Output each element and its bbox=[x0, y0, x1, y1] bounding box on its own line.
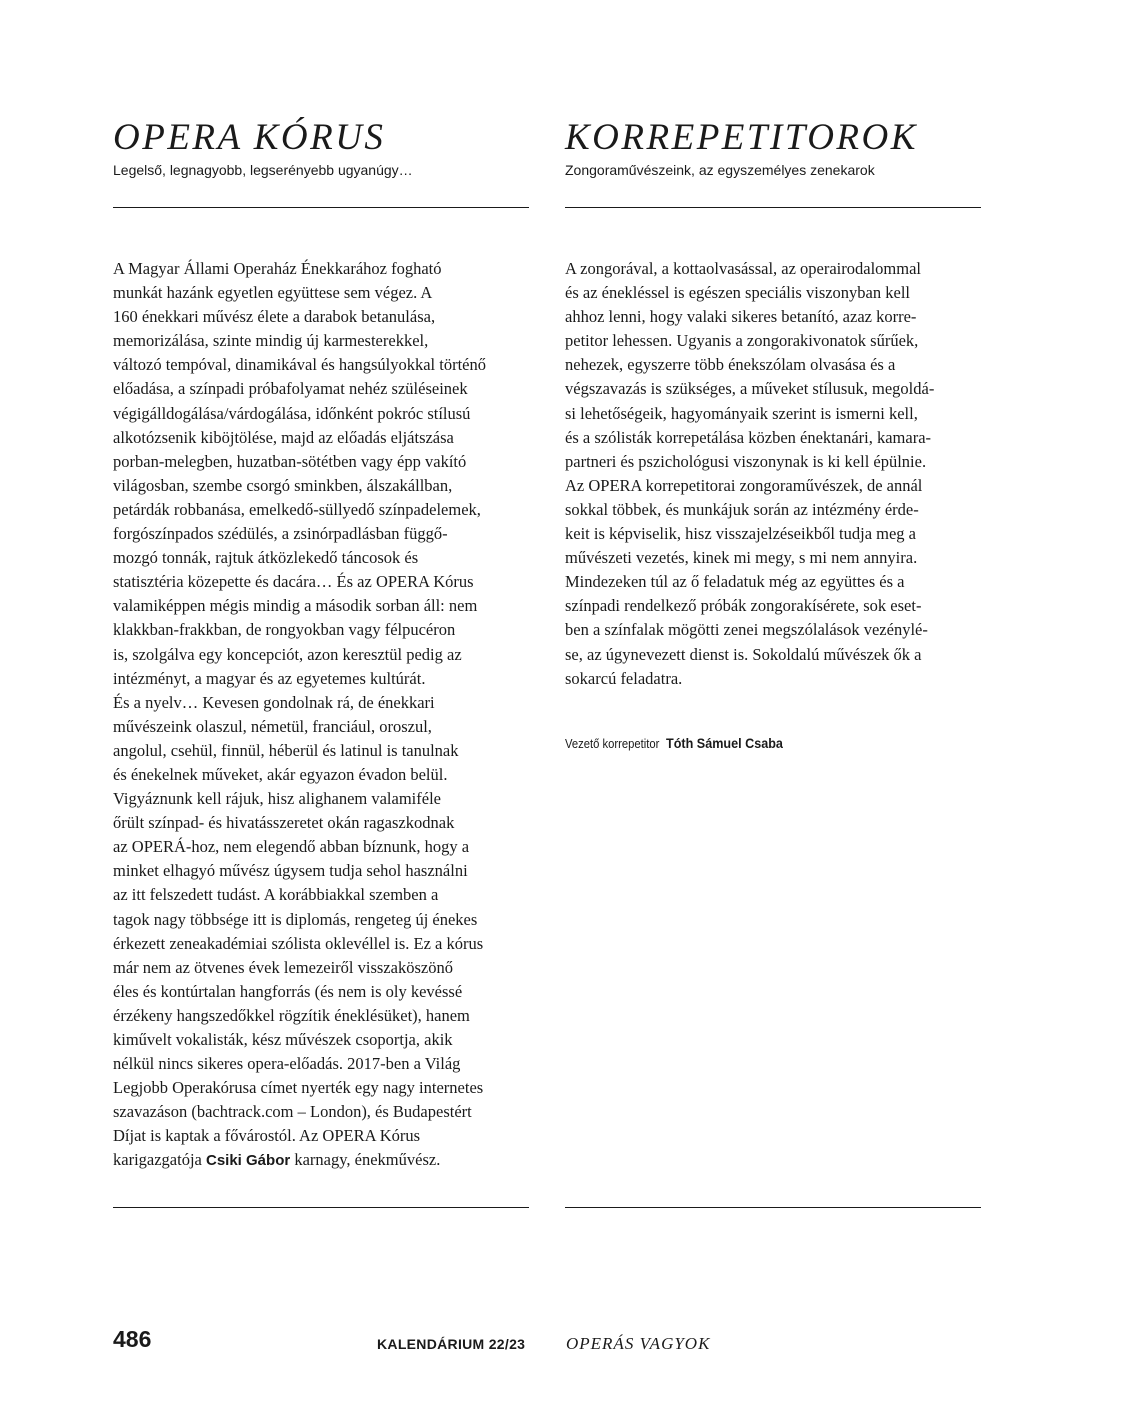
body-line: angolul, csehül, finnül, héberül és latinul is tanulnak bbox=[113, 740, 459, 760]
opera-korus-body bbox=[113, 257, 486, 1174]
body-line: világosban, szembe csorgó sminkben, álszakállban, bbox=[113, 475, 453, 495]
last-line-end: karnagy, énekművész. bbox=[290, 1150, 441, 1170]
body-line: partneri és pszichológusi viszonynak is ki kell épülnie. bbox=[565, 451, 927, 471]
body-line: És a nyelv… Kevesen gondolnak rá, de énekkari bbox=[113, 692, 435, 712]
body-line: klakkban-frakkban, de rongyokban vagy félpucéron bbox=[113, 620, 456, 640]
page-number: 486 bbox=[113, 1326, 152, 1352]
body-line: petárdák robbanása, emelkedő-süllyedő színpadelemek, bbox=[113, 499, 481, 519]
body-last-line bbox=[113, 1148, 486, 1173]
body-line: érkezett zeneakadémiai szólista oklevéllel is. Ez a kórus bbox=[113, 933, 484, 953]
body-line: munkát hazánk egyetlen együttese sem végez. A bbox=[113, 283, 433, 303]
korrepetitorok-title: KORREPETITOROK bbox=[565, 117, 918, 158]
body-line: intézményt, a magyar és az egyetemes kultúrát. bbox=[113, 668, 426, 688]
body-line: és a szólisták korrepetálása közben énektanári, kamara- bbox=[565, 427, 932, 447]
last-line-start: karigazgatója bbox=[113, 1150, 206, 1170]
korrepetitorok-subtitle: Zongoraművészeink, az egyszemélyes zenekarok bbox=[565, 162, 875, 178]
body-line: és az énekléssel is egészen speciális viszonyban kell bbox=[565, 283, 911, 303]
body-line: mozgó tonnák, rajtuk átközlekedő táncosok és bbox=[113, 548, 419, 568]
body-line: már nem az ötvenes évek lemezeiről visszaköszönő bbox=[113, 957, 453, 977]
body-line: Az OPERA korrepetitorai zongoraművészek, de annál bbox=[565, 475, 923, 495]
body-line: és énekelnek műveket, akár egyazon évadon belül. bbox=[113, 764, 448, 784]
left-top-divider bbox=[113, 207, 529, 208]
body-line: petitor lehessen. Ugyanis a zongorakivonatok sűrűek, bbox=[565, 331, 919, 351]
body-line: ahhoz lenni, hogy valaki sikeres betanító, azaz korre- bbox=[565, 307, 917, 327]
body-line: tagok nagy többsége itt is diplomás, rengeteg új énekes bbox=[113, 909, 478, 929]
right-top-divider bbox=[565, 207, 981, 208]
opera-korus-subtitle: Legelső, legnagyobb, legserényebb ugyanúgy… bbox=[113, 162, 413, 178]
body-line: sokarcú feladatra. bbox=[565, 668, 683, 688]
body-line: végigálldogálása/várdogálása, időnként pokróc stílusú bbox=[113, 403, 471, 423]
body-line: is, szolgálva egy koncepciót, azon keresztül pedig az bbox=[113, 644, 462, 664]
body-line: Vigyáznunk kell rájuk, hisz alighanem valamiféle bbox=[113, 789, 441, 809]
body-line: nélkül nincs sikeres opera-előadás. 2017-ben a Világ bbox=[113, 1054, 461, 1074]
lead-repetiteur-credit bbox=[565, 735, 796, 753]
body-line: porban-melegben, huzatban-sötétben vagy épp vakító bbox=[113, 451, 467, 471]
body-line: művészeti vezetés, kinek mi megy, s mi nem annyira. bbox=[565, 548, 918, 568]
right-bottom-divider bbox=[565, 1207, 981, 1208]
body-line: sokkal többek, és munkájuk során az intézmény érde- bbox=[565, 499, 919, 519]
body-line: alkotózsenik kiböjtölése, majd az előadás eljátszása bbox=[113, 427, 454, 447]
body-line: memorizálása, szinte mindig új karmesterekkel, bbox=[113, 331, 429, 351]
body-line: si lehetőségeik, hagyományaik szerint is ismerni kell, bbox=[565, 403, 918, 423]
body-line: Mindezeken túl az ő feladatuk még az együttes és a bbox=[565, 572, 905, 592]
chorus-master-name: Csiki Gábor bbox=[206, 1152, 291, 1170]
body-line: színpadi rendelkező próbák zongorakísérete, sok eset- bbox=[565, 596, 922, 616]
body-line: Díjat is kaptak a fővárostól. Az OPERA Kórus bbox=[113, 1126, 421, 1146]
body-line: kiművelt vokalisták, kész művészek csoportja, akik bbox=[113, 1030, 453, 1049]
body-line: az itt felszedett tudást. A korábbiakkal szemben a bbox=[113, 885, 439, 905]
body-line: nehezek, egyszerre több énekszólam olvasása és a bbox=[565, 355, 896, 375]
body-line: forgószínpados szédülés, a zsinórpadlásban függő- bbox=[113, 524, 448, 544]
body-line: érzékeny hangszedőkkel rögzítik éneklésüket), hanem bbox=[113, 1005, 470, 1025]
body-line: valamiképpen mégis mindig a második sorban áll: nem bbox=[113, 596, 478, 616]
body-line: se, az úgynevezett dienst is. Sokoldalú művészek ők a bbox=[565, 644, 922, 664]
body-line: ben a színfalak mögötti zenei megszólalások vezénylé- bbox=[565, 620, 928, 640]
body-line: statisztéria közepette és dacára… És az OPERA Kórus bbox=[113, 572, 474, 592]
body-line: változó tempóval, dinamikával és hangsúlyokkal történő bbox=[113, 355, 486, 375]
credit-name: Tóth Sámuel Csaba bbox=[666, 735, 784, 751]
opera-korus-title: OPERA KÓRUS bbox=[113, 117, 386, 158]
body-line: 160 énekkari művész élete a darabok betanulása, bbox=[113, 307, 436, 327]
body-line: őrült színpad- és hivatásszeretet okán ragaszkodnak bbox=[113, 813, 455, 833]
body-line: A zongorával, a kottaolvasással, az operairodalommal bbox=[565, 259, 921, 278]
korrepetitorok-body bbox=[565, 257, 934, 691]
body-line: művészeink olaszul, németül, franciául, oroszul, bbox=[113, 716, 432, 736]
body-line: előadása, a színpadi próbafolyamat nehéz szüléseinek bbox=[113, 379, 468, 399]
body-line: az OPERÁ-hoz, nem elegendő abban bíznunk, hogy a bbox=[113, 837, 470, 857]
body-line: Legjobb Operakórusa címet nyerték egy nagy internetes bbox=[113, 1078, 484, 1098]
section-name: OPERÁS VAGYOK bbox=[566, 1334, 711, 1353]
publication-name: KALENDÁRIUM 22/23 bbox=[377, 1336, 526, 1352]
body-line: minket elhagyó művész úgysem tudja sehol használni bbox=[113, 861, 468, 881]
credit-role: Vezető korrepetitor bbox=[565, 737, 660, 751]
body-line: keit is képviselik, hisz visszajelzéseikből tudja meg a bbox=[565, 524, 916, 544]
body-line: végszavazás is szükséges, a műveket stílusuk, megoldá- bbox=[565, 379, 935, 399]
body-line: A Magyar Állami Operaház Énekkarához fogható bbox=[113, 259, 442, 278]
left-bottom-divider bbox=[113, 1207, 529, 1208]
body-line: éles és kontúrtalan hangforrás (és nem is oly kevéssé bbox=[113, 981, 463, 1001]
body-line: szavazáson (bachtrack.com – London), és Budapestért bbox=[113, 1102, 472, 1122]
